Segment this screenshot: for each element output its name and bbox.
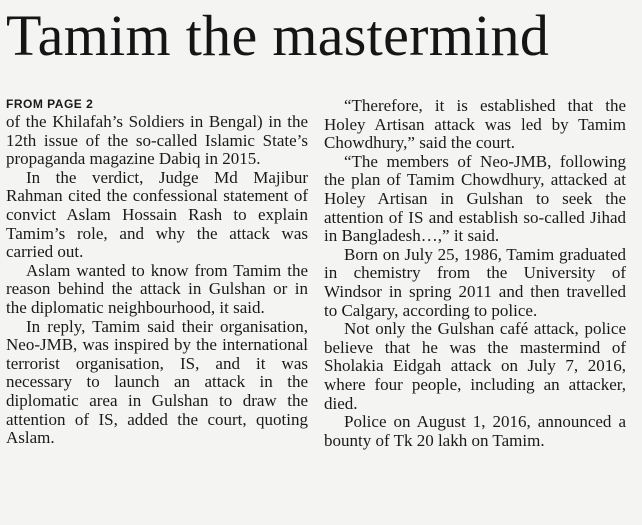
paragraph: Born on July 25, 1986, Tamim graduated in chemistry from the University of Windsor in spring 2011 and then travelled to Calgary, according to police.: [324, 244, 626, 320]
paragraph: “The members of Neo-JMB, following the plan of Tamim Chowdhury, attacked at Holey Artisan in Gulshan to seek the attention of IS and establish so-called Jihad in Bangladesh…,” it said.: [324, 151, 626, 246]
paragraph: Not only the Gulshan café attack, police believe that he was the mastermind of Sholakia Eidgah attack on July 7, 2016, where four people, including an attacker, died.: [324, 319, 626, 413]
paragraph: In the verdict, Judge Md Majibur Rahman cited the confessional statement of convict Aslam Hossain Rash to explain Tamim’s role, and why the attack was carried out.: [6, 167, 308, 262]
continuation-kicker: FROM PAGE 2: [6, 97, 94, 111]
article-headline: Tamim the mastermind: [6, 3, 550, 68]
column-left: [6, 97, 308, 450]
column-right: [324, 97, 626, 450]
paragraph: In reply, Tamim said their organisation, Neo-JMB, was inspired by the international terrorist organisation, IS, and it was necessary to launch an attack in the diplomatic area in Gulshan to draw the attention of IS, added the court, quoting Aslam.: [6, 316, 308, 448]
paragraph: “Therefore, it is established that the Holey Artisan attack was led by Tamim Chowdhury,” said the court.: [324, 96, 626, 153]
paragraph: Police on August 1, 2016, announced a bounty of Tk 20 lakh on Tamim.: [324, 412, 626, 450]
paragraph: of the Khilafah’s Soldiers in Bengal) in the 12th issue of the so-called Islamic State’s propaganda magazine Dabiq in 2015.: [6, 112, 308, 169]
paragraph: Aslam wanted to know from Tamim the reason behind the attack in Gulshan or in the diplomatic neighbourhood, it said.: [6, 260, 308, 317]
article-body: [6, 97, 626, 450]
